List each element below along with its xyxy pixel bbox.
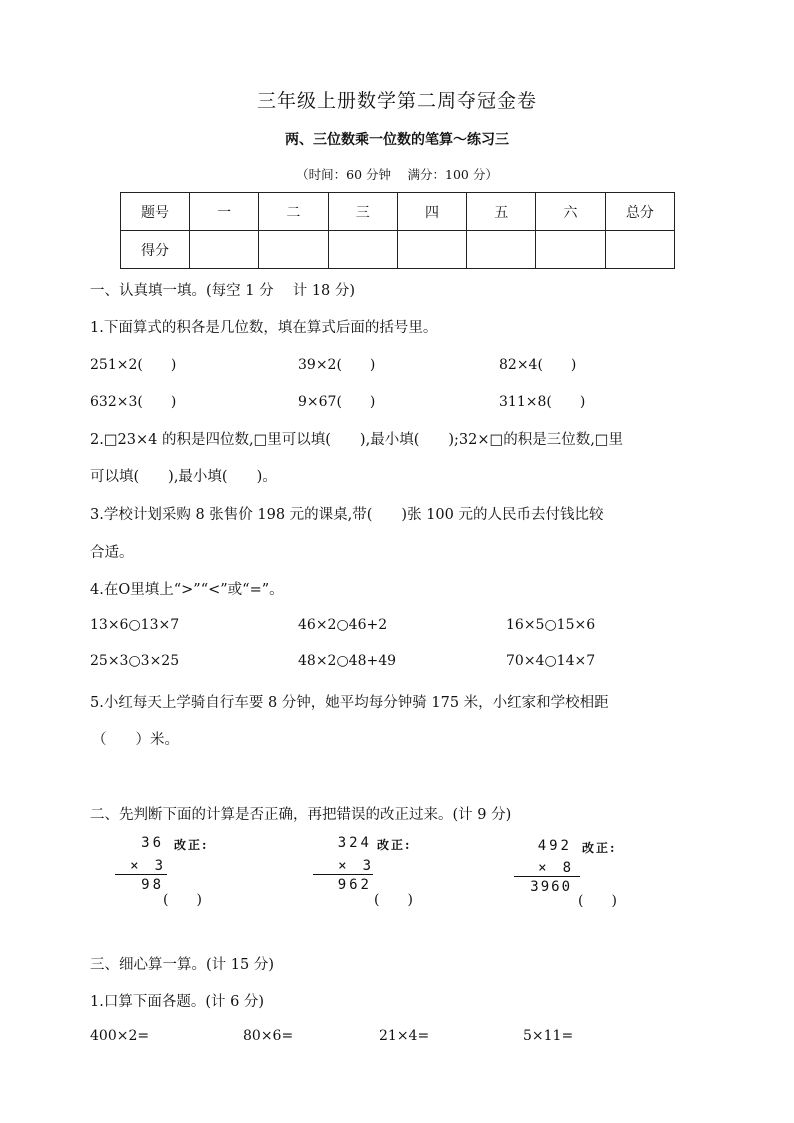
q3-line2: 合适。 [90,545,134,561]
q2-line1: 2.□23×4 的积是四位数,□里可以填( ),最小填( );32×□的积是三位数,□里 [90,432,624,448]
score-table-cell: 一 [190,193,259,231]
score-input-cell[interactable] [190,231,259,269]
time-info: （时间：60 分钟 满分：100 分） [296,167,498,182]
correction-label: 改正: [582,841,617,855]
q1-item: 251×2( ) [90,357,177,373]
score-table [120,192,675,269]
score-input-cell[interactable] [328,231,397,269]
problem-rule [514,876,580,877]
score-table-cell: 四 [397,193,466,231]
q1-text: 1.下面算式的积各是几位数，填在算式后面的括号里。 [90,320,438,336]
q1-item: 311×8( ) [499,394,586,410]
q5-line2: （ ）米。 [92,732,179,748]
score-input-cell[interactable] [259,231,328,269]
page-subtitle: 两、三位数乘一位数的笔算～练习三 [285,132,509,148]
section1-title: 一、认真填一填。(每空 1 分 计 18 分) [90,283,356,299]
oral-calc-item: 400×2= [90,1028,150,1044]
score-table-cell: 题号 [121,193,190,231]
problem-result: 962 [337,877,372,893]
q1-item: 632×3( ) [90,394,177,410]
q3-line1: 3.学校计划采购 8 张售价 198 元的课桌,带( )张 100 元的人民币去付钱比较 [90,507,604,523]
q1-item: 82×4( ) [499,357,577,373]
problem-result: 98 [141,877,164,893]
problem-multiplier: × 3 [338,858,372,874]
q4-item: 46×2○46+2 [298,617,388,633]
q4-text: 4.在O里填上“>”“<”或“=”。 [90,582,284,598]
score-table-cell: 五 [467,193,536,231]
judgement-bracket[interactable]: ( ) [374,892,413,908]
problem-rule [313,874,373,875]
score-table-score-row [121,231,675,269]
problem-result: 3960 [530,879,572,895]
score-table-cell: 总分 [605,193,674,231]
score-input-cell[interactable] [397,231,466,269]
problem-top-number: 492 [537,838,572,854]
score-input-cell[interactable] [467,231,536,269]
correction-label: 改正: [174,838,209,852]
problem-top-number: 324 [337,835,372,851]
oral-calc-item: 5×11= [523,1028,574,1044]
correction-label: 改正: [377,838,412,852]
score-input-cell[interactable] [536,231,605,269]
judgement-bracket[interactable]: ( ) [578,893,617,909]
score-table-cell: 得分 [121,231,190,269]
score-table-cell: 二 [259,193,328,231]
q4-item: 25×3○3×25 [90,653,180,669]
q4-item: 13×6○13×7 [90,617,180,633]
q4-item: 16×5○15×6 [506,617,596,633]
page-title: 三年级上册数学第二周夺冠金卷 [256,90,537,112]
q1-item: 39×2( ) [298,357,376,373]
oral-calc-item: 80×6= [243,1028,294,1044]
q4-item: 48×2○48+49 [298,653,397,669]
q2-line2: 可以填( ),最小填( )。 [90,469,277,485]
q5-line1: 5.小红每天上学骑自行车要 8 分钟，她平均每分钟骑 175 米，小红家和学校相距 [90,695,609,711]
s3-q1-text: 1.口算下面各题。(计 6 分) [90,994,265,1010]
q4-item: 70×4○14×7 [506,653,596,669]
score-table-cell: 六 [536,193,605,231]
problem-top-number: 36 [141,835,164,851]
score-table-cell: 三 [328,193,397,231]
score-table-header-row [121,193,675,231]
problem-multiplier: × 3 [130,858,164,874]
score-input-cell[interactable] [605,231,674,269]
section3-title: 三、细心算一算。(计 15 分) [90,957,274,973]
problem-rule [115,874,167,875]
oral-calc-item: 21×4= [379,1028,430,1044]
judgement-bracket[interactable]: ( ) [163,892,202,908]
q1-item: 9×67( ) [298,394,376,410]
problem-multiplier: × 8 [538,860,572,876]
section2-title: 二、先判断下面的计算是否正确，再把错误的改正过来。(计 9 分) [90,807,512,823]
